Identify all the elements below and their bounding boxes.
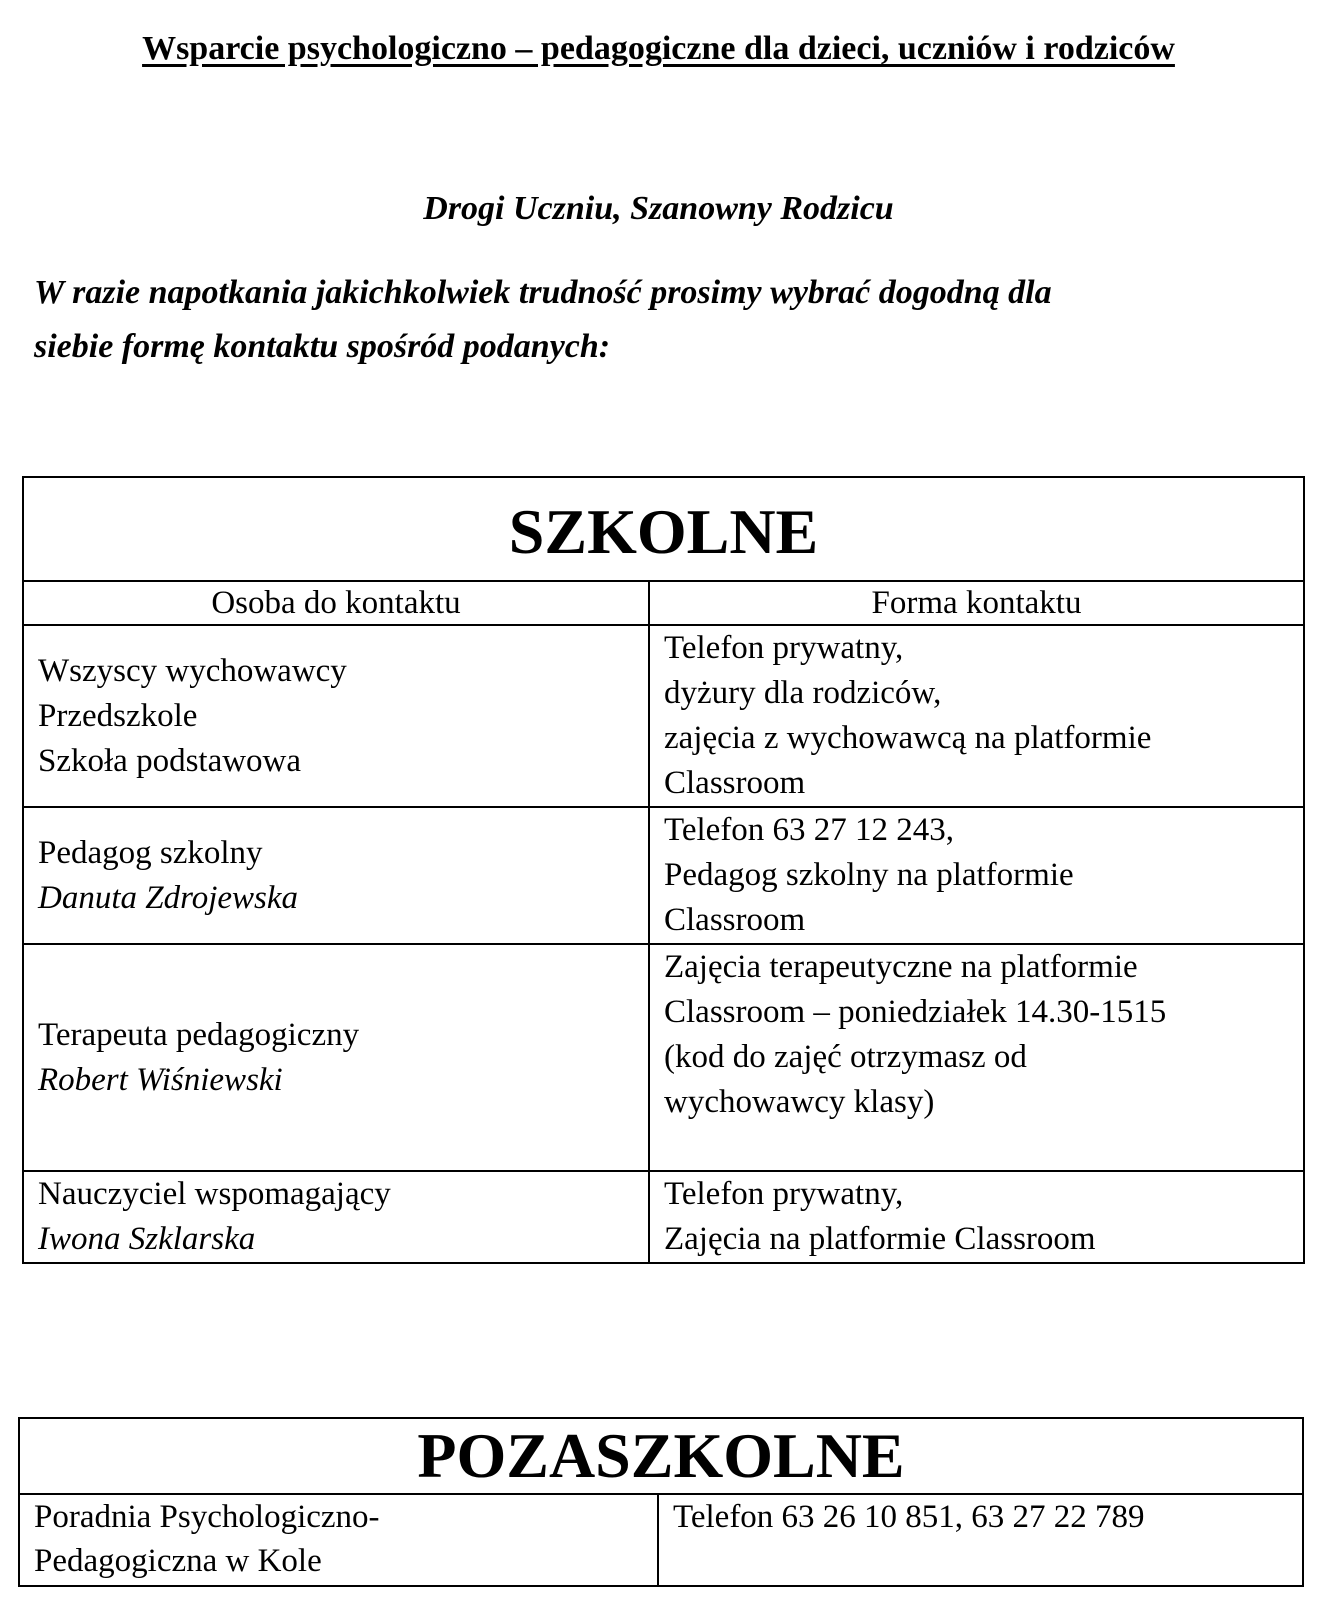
table-row	[19, 1494, 1303, 1586]
form-line: Classroom	[664, 765, 806, 801]
form-line: Classroom	[664, 902, 806, 938]
contact-form-cell	[649, 944, 1304, 1171]
person-name: Iwona Szklarska	[38, 1221, 256, 1257]
intro-line: siebie formę kontaktu spośród podanych:	[34, 328, 611, 365]
greeting: Drogi Uczniu, Szanowny Rodzicu	[423, 190, 894, 227]
intro-line: W razie napotkania jakichkolwiek trudność prosimy wybrać dogodną dla	[34, 274, 1052, 311]
form-line: Zajęcia terapeutyczne na platformie	[664, 949, 1138, 985]
person-name: Robert Wiśniewski	[38, 1061, 283, 1098]
person-name: Danuta Zdrojewska	[38, 879, 299, 916]
table-row	[23, 944, 1304, 1171]
person-line: Poradnia Psychologiczno-	[34, 1499, 380, 1535]
person-line: Przedszkole	[38, 697, 198, 734]
person-line: Pedagog szkolny	[38, 834, 263, 871]
contact-person-cell	[23, 1171, 649, 1263]
table-heading-school: SZKOLNE	[23, 477, 1304, 581]
contact-form-cell	[649, 1171, 1304, 1263]
form-line: Telefon 63 26 10 851, 63 27 22 789	[673, 1499, 1145, 1535]
table-row	[23, 807, 1304, 944]
form-line: dyżury dla rodziców,	[664, 675, 942, 711]
form-line: Pedagog szkolny na platformie	[664, 857, 1074, 893]
external-contacts-table	[18, 1417, 1304, 1587]
form-line: Telefon 63 27 12 243,	[664, 812, 955, 848]
school-contacts-table	[22, 476, 1305, 1264]
contact-form-cell	[649, 625, 1304, 807]
form-line: Telefon prywatny,	[664, 630, 904, 666]
contact-person-cell	[19, 1494, 658, 1586]
person-line: Terapeuta pedagogiczny	[38, 1016, 360, 1053]
person-line: Wszyscy wychowawcy	[38, 652, 347, 689]
form-line: Telefon prywatny,	[664, 1176, 904, 1212]
form-line: zajęcia z wychowawcą na platformie	[664, 720, 1152, 756]
contact-form-cell	[649, 807, 1304, 944]
contact-person-cell	[23, 625, 649, 807]
form-line: Classroom – poniedziałek 14.30-1515	[664, 994, 1167, 1030]
form-line: (kod do zajęć otrzymasz od	[664, 1039, 1027, 1075]
document-title: Wsparcie psychologiczno – pedagogiczne dla dzieci, uczniów i rodziców	[142, 30, 1175, 67]
person-line: Nauczyciel wspomagający	[38, 1176, 391, 1212]
intro-paragraph	[34, 266, 1274, 374]
column-header-person: Osoba do kontaktu	[23, 581, 649, 625]
column-header-form: Forma kontaktu	[649, 581, 1304, 625]
table-row	[23, 1171, 1304, 1263]
form-line: wychowawcy klasy)	[664, 1084, 935, 1120]
contact-person-cell	[23, 807, 649, 944]
table-heading-external: POZASZKOLNE	[19, 1418, 1303, 1494]
person-line: Szkoła podstawowa	[38, 742, 302, 779]
contact-form-cell	[658, 1494, 1303, 1586]
person-line: Pedagogiczna w Kole	[34, 1543, 322, 1579]
form-line: Zajęcia na platformie Classroom	[664, 1221, 1096, 1257]
contact-person-cell	[23, 944, 649, 1171]
table-row	[23, 625, 1304, 807]
